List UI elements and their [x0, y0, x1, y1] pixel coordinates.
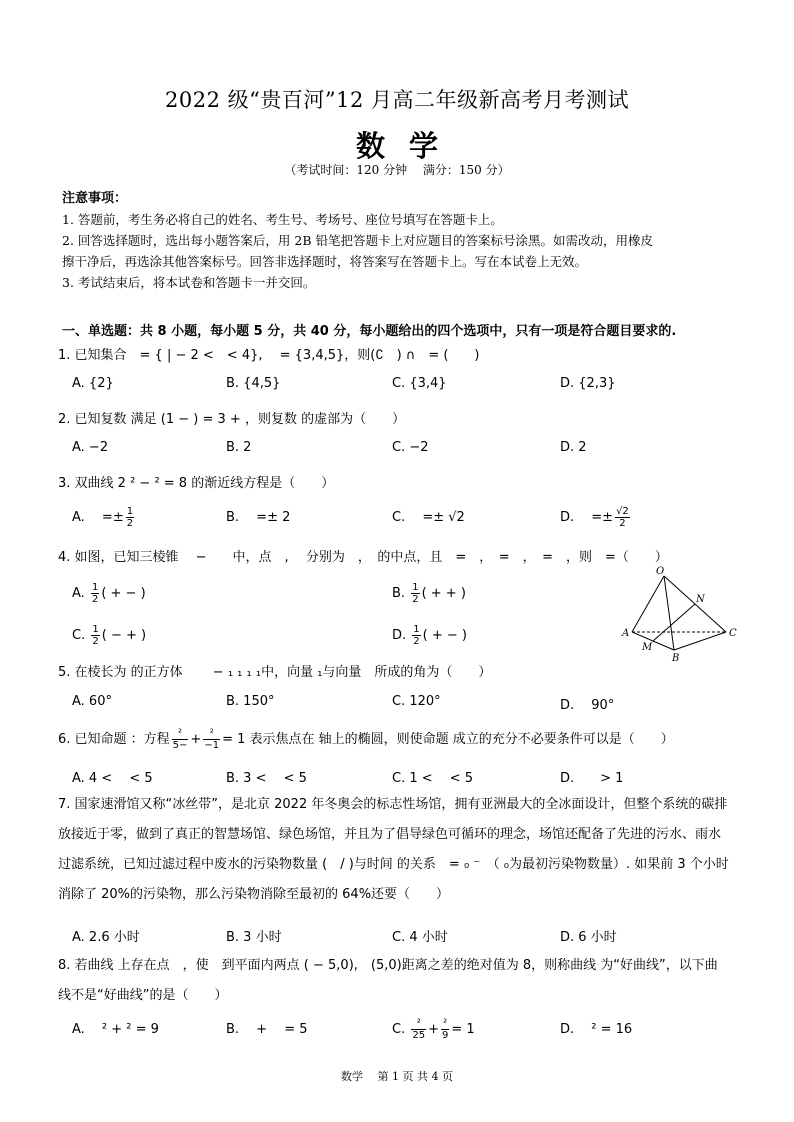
question-1: 1. 已知集合 = { | − 2 < < 4}, = {3,4,5}，则(∁ ) ∩ = ( ) — [58, 348, 480, 363]
fraction — [615, 506, 630, 529]
option-c: C. 4 小时 — [392, 930, 448, 945]
edge-oa — [632, 576, 664, 632]
option-b: B. =± 2 — [226, 510, 291, 525]
question-5: 5. 在棱长为 的正方体 − ₁ ₁ ₁ ₁中，向量 ₁与向量 所成的角为（ ） — [58, 665, 492, 680]
option-c: C. $\frac{\text{²}}{25}$ + $\frac{\text{²}}{9}$ = 1 — [392, 1018, 475, 1041]
label-n: N — [696, 594, 705, 605]
numerator: 1 — [92, 624, 99, 635]
option-c: C. =± √2 — [392, 510, 465, 525]
label-m: M — [642, 642, 653, 653]
question-6: 6. 已知命题 ：方程 $\frac{\text{²}}{5-}$ + $\frac{\text{²}}{-1}$ = 1 表示焦点在 轴上的椭圆，则使命题 成立的充分不必要条件可以是（ ） — [58, 728, 674, 751]
option-a: A. 2.6 小时 — [72, 930, 140, 945]
numerator: ² — [203, 728, 220, 740]
option-a-text: A. =± — [72, 510, 124, 525]
option-c: C. 1 < < 5 — [392, 771, 474, 786]
numerator: ² — [441, 1018, 449, 1030]
option-d-label: D. — [392, 628, 407, 643]
fraction-2 — [441, 1018, 449, 1041]
option-b: B. 3 < < 5 — [226, 771, 307, 786]
label-o: O — [656, 566, 665, 577]
option-c-label: C. — [72, 628, 86, 643]
numerator: 1 — [126, 506, 134, 517]
option-a: A. 4 < < 5 — [72, 771, 153, 786]
question-2: 2. 已知复数 满足 (1 − ) = 3 + ，则复数 的虚部为（ ） — [58, 412, 406, 427]
notice-item-3: 3. 考试结束后，将本试卷和答题卡一并交回。 — [62, 275, 316, 290]
denominator: 2 — [413, 636, 420, 647]
option-a — [72, 506, 136, 529]
option-d: D. {2,3} — [560, 376, 616, 391]
fraction-1 — [172, 728, 189, 751]
option-d-text: ( + − ) — [422, 628, 467, 643]
option-a-text: ( + − ) — [101, 586, 146, 601]
numerator: 1 — [413, 624, 420, 635]
exam-meta: （考试时间：120 分钟 满分：150 分） — [284, 163, 510, 177]
question-8: 8. 若曲线 上存在点 ，使 到平面内两点 ( − 5,0), (5,0)距离之差的绝对值为 8，则称曲线 为“好曲线”，以下曲线不是“好曲线”的是（ ） — [58, 958, 718, 1003]
denominator: 2 — [92, 636, 99, 647]
denominator: 2 — [619, 518, 626, 529]
option-b: B. 150° — [226, 694, 275, 709]
option-d-text: D. =± — [560, 510, 614, 525]
option-c: C. −2 — [392, 440, 429, 455]
option-a: A. ² + ² = 9 — [72, 1022, 159, 1037]
label-b: B — [672, 653, 680, 662]
option-d: D. > 1 — [560, 771, 624, 786]
tetrahedron-figure — [618, 566, 742, 662]
numerator: 1 — [412, 582, 419, 593]
option-d — [392, 624, 467, 647]
option-b-text: ( + + ) — [421, 586, 466, 601]
option-d: D. 6 小时 — [560, 930, 617, 945]
denominator: 9 — [442, 1030, 449, 1041]
notice-heading: 注意事项： — [62, 191, 128, 206]
option-a: A. {2} — [72, 376, 114, 391]
option-a: A. −2 — [72, 440, 109, 455]
edge-bc — [674, 632, 726, 650]
question-3: 3. 双曲线 2 ² − ² = 8 的渐近线方程是（ ） — [58, 476, 335, 491]
notice-item-2-cont: 擦干净后，再选涂其他答案标号。回答非选择题时，将答案写在答题卡上。写在本试卷上无效。 — [62, 254, 588, 269]
option-b-label: B. — [392, 586, 406, 601]
option-a: A. 60° — [72, 694, 112, 709]
fraction-2 — [203, 728, 220, 751]
option-d — [560, 506, 632, 529]
option-b: B. 2 — [226, 440, 252, 455]
numerator: ² — [172, 728, 189, 740]
option-b: B. {4,5} — [226, 376, 281, 391]
option-d: D. 90° — [560, 698, 615, 713]
numerator: ² — [411, 1018, 426, 1030]
denominator: 2 — [91, 594, 99, 605]
fraction — [126, 506, 134, 529]
denominator: −1 — [204, 740, 220, 751]
notice-item-2: 2. 回答选择题时，选出每小题答案后，用 2B 铅笔把答题卡上对应题目的答案标号涂黑。如需改动，用橡皮 — [62, 233, 653, 248]
option-d: D. 2 — [560, 440, 587, 455]
label-a: A — [622, 628, 630, 639]
edge-ob — [664, 576, 674, 650]
denominator: 2 — [412, 594, 419, 605]
fraction — [412, 624, 420, 647]
question-4: 4. 如图，已知三棱锥 − 中，点 , 分别为 ， 的中点，且 = ， = ， = ，则 =（ ） — [58, 550, 668, 565]
option-d: D. ² = 16 — [560, 1022, 633, 1037]
numerator: 1 — [91, 582, 99, 593]
numerator: √2 — [616, 506, 629, 517]
option-c-text: = 1 — [451, 1022, 475, 1037]
fraction — [91, 582, 99, 605]
segment-mn — [653, 604, 695, 641]
option-b: B. 3 小时 — [226, 930, 282, 945]
option-b: B. + = 5 — [226, 1022, 308, 1037]
option-a — [72, 582, 146, 605]
option-a-label: A. — [72, 586, 85, 601]
option-c — [72, 624, 146, 647]
exam-title: 2022 级“贵百河”12 月高二年级新高考月考测试 — [165, 88, 629, 112]
option-c: C. 120° — [392, 694, 441, 709]
fraction — [91, 624, 99, 647]
notice-item-1: 1. 答题前，考生务必将自己的姓名、考生号、考场号、座位号填写在答题卡上。 — [62, 212, 503, 227]
denominator: 2 — [126, 518, 134, 529]
option-b — [392, 582, 466, 605]
denominator: 25 — [412, 1030, 426, 1041]
option-c: C. {3,4} — [392, 376, 447, 391]
subject-title: 数学 — [355, 129, 462, 163]
question-6-pre: 6. 已知命题 ：方程 — [58, 732, 170, 747]
fraction — [411, 582, 419, 605]
label-c: C — [729, 628, 737, 639]
section-heading: 一、单选题：共 8 小题，每小题 5 分，共 40 分，每小题给出的四个选项中，只有一项是符合题目要求的. — [62, 324, 677, 339]
question-6-post: = 1 表示焦点在 轴上的椭圆，则使命题 成立的充分不必要条件可以是（ ） — [222, 732, 674, 747]
denominator: 5− — [172, 740, 188, 751]
fraction-1 — [411, 1018, 426, 1041]
question-7: 7. 国家速滑馆又称“冰丝带”，是北京 2022 年冬奥会的标志性场馆，拥有亚洲最大的全冰面设计，但整个系统的碳排放接近于零，做到了真正的智慧场馆、绿色场馆，并且为了倡导绿色可循环的理念，场馆还配备了先进的污水、雨水过滤系统，已知过滤过程中废水的污染物数量 ( / )与时间 的关系 = ₀ ⁻ （ ₀为最初污染物数量）. 如果前 3 个小时消除了 20%的污染物，那么污染物消除至最初的 64%还要（ ） — [58, 797, 729, 902]
option-c-label: C. — [392, 1022, 406, 1037]
option-c-text: ( − + ) — [101, 628, 147, 643]
page-footer: 数学 第 1 页 共 4 页 — [341, 1070, 453, 1083]
